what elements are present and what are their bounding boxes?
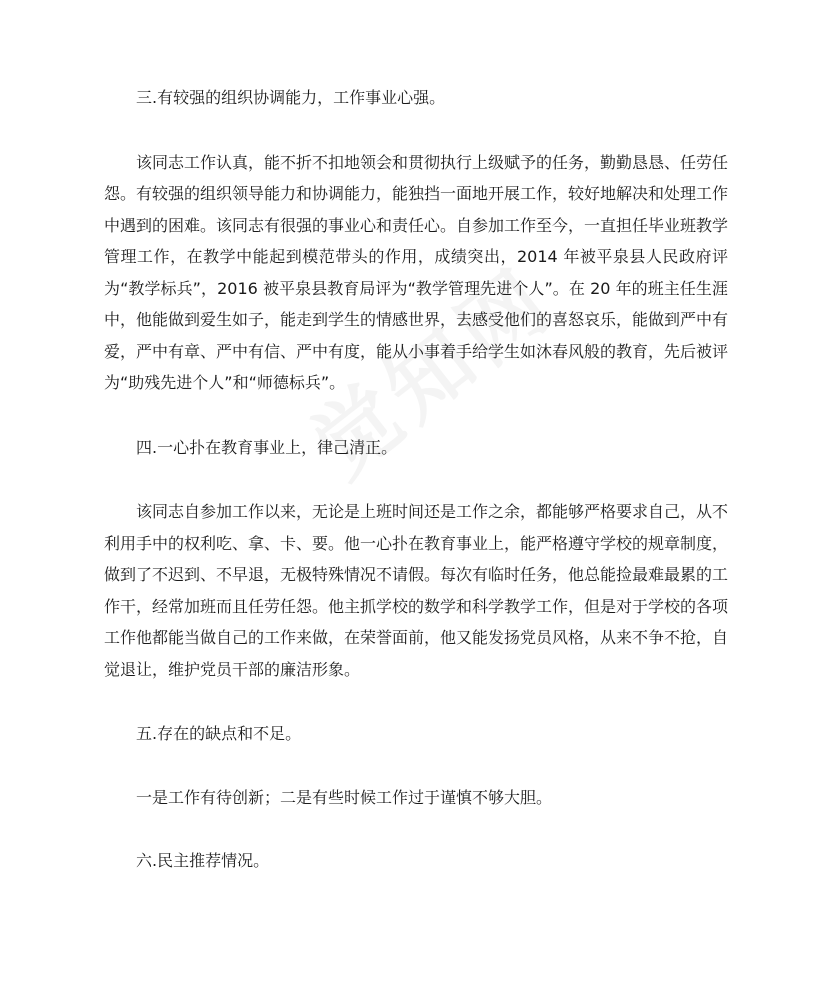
section-heading-6: 六.民主推荐情况。 bbox=[136, 851, 270, 870]
section-paragraph-4: 该同志自参加工作以来，无论是上班时间还是工作之余，都能够严格要求自己，从不利用手中的权利吃、拿、卡、要。他一心扑在教育事业上，能严格遵守学校的规章制度，做到了不迟到、不早退，无极特殊情况不请假。每次有临时任务，他总能捡最难最累的工作干，经常加班而且任劳任怨。他主抓学校的数学和科学教学工作，但是对于学校的各项工作他都能当做自己的工作来做，在荣誉面前，他又能发扬党员风格，从来不争不抢，自觉退让，维护党员干部的廉洁形象。 bbox=[104, 502, 729, 679]
section-heading-3: 三.有较强的组织协调能力，工作事业心强。 bbox=[136, 88, 446, 107]
section-paragraph-3: 该同志工作认真，能不折不扣地领会和贯彻执行上级赋予的任务，勤勤恳恳、任劳任怨。有较强的组织领导能力和协调能力，能独挡一面地开展工作，较好地解决和处理工作中遇到的困难。该同志有很强的事业心和责任心。自参加工作至今，一直担任毕业班教学管理工作，在教学中能起到模范带头的作用，成绩突出，2014 年被平泉县人民政府评为“教学标兵”，2016 被平泉县教育局评为“教学管理先进个人”。在 20 年的班主任生涯中，他能做到爱生如子，能走到学生的情感世界，去感受他们的喜怒哀乐，能做到严中有爱，严中有章、严中有信、严中有度，能从小事着手给学生如沐春风般的教育，先后被评为“助残先进个人”和“师德标兵”。 bbox=[104, 152, 729, 392]
document-body bbox=[104, 82, 728, 877]
section-heading-4: 四.一心扑在教育事业上，律己清正。 bbox=[136, 437, 398, 457]
section-heading-5: 五.存在的缺点和不足。 bbox=[136, 724, 302, 743]
section-paragraph-5: 一是工作有待创新；二是有些时候工作过于谨慎不够大胆。 bbox=[136, 787, 553, 807]
